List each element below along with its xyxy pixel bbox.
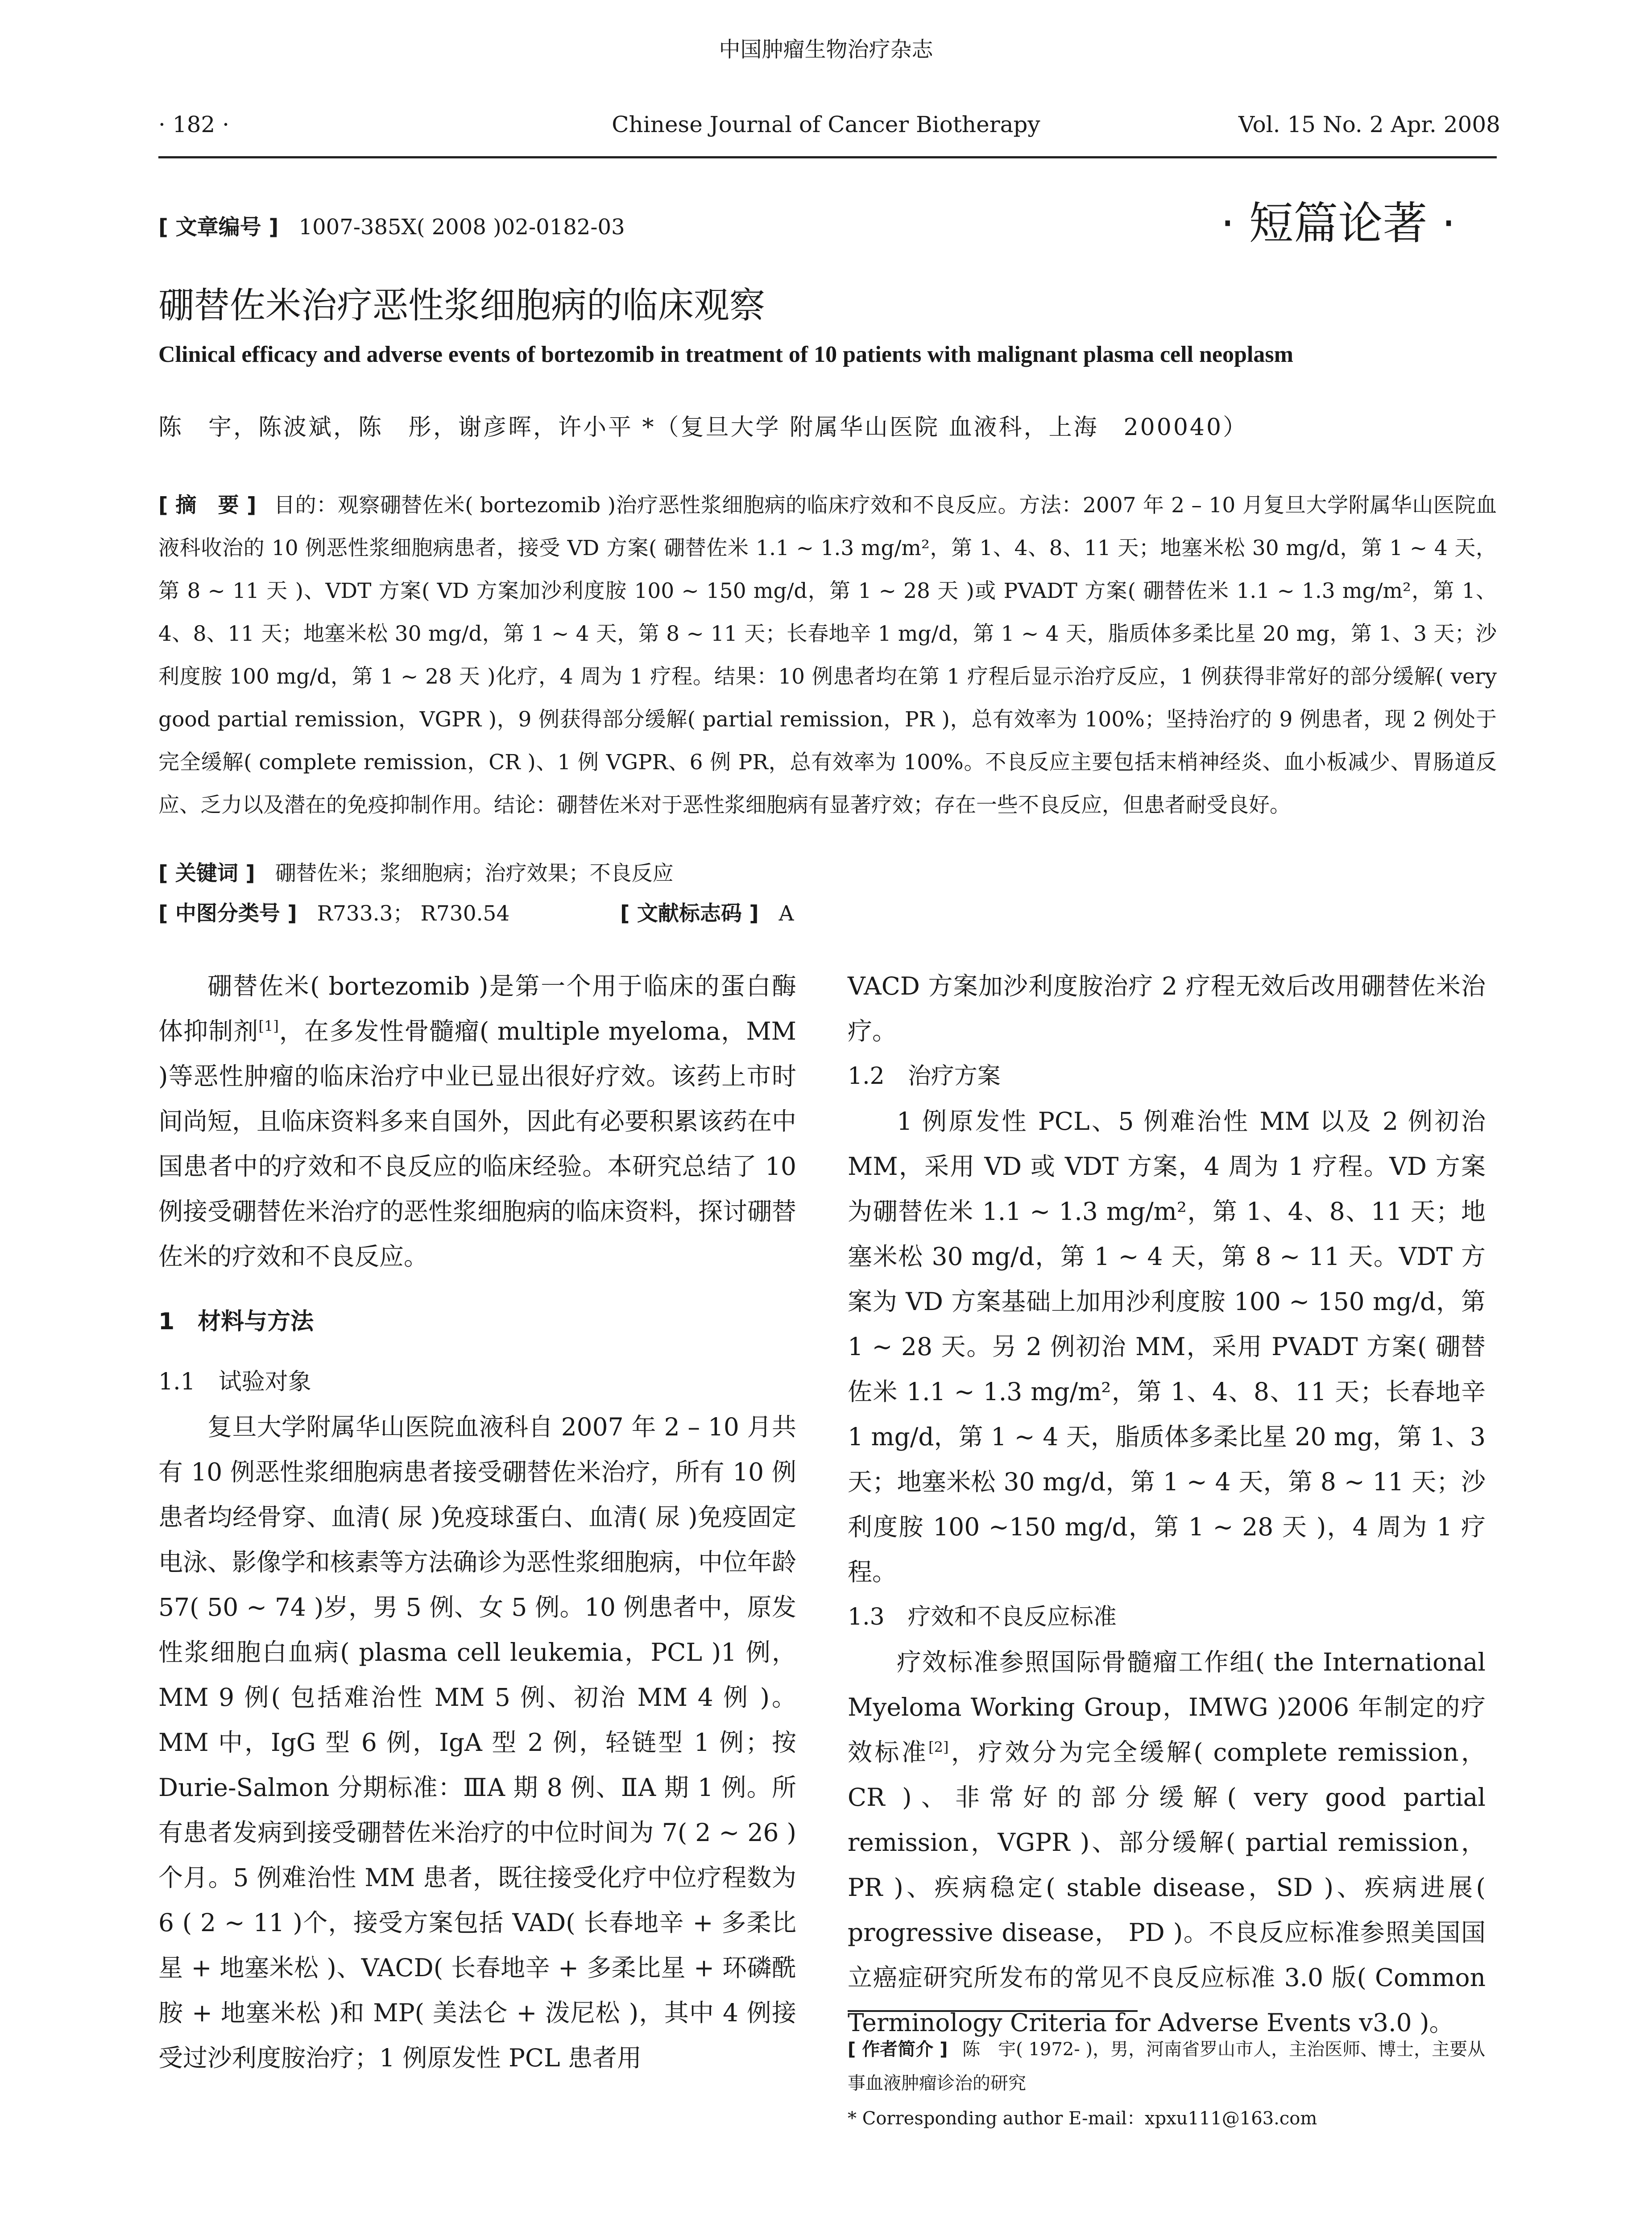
document-code	[620, 897, 794, 927]
corresponding-author-footnote: * Corresponding author E-mail：xpxu111@163.com	[848, 2108, 1317, 2129]
intro-paragraph	[158, 964, 796, 1279]
subjects-paragraph: 复旦大学附属华山医院血液科自 2007 年 2 – 10 月共有 10 例恶性浆细胞病患者接受硼替佐米治疗，所有 10 例患者均经骨穿、血清( 尿 )免疫球蛋白、血清( 尿 )免疫固定电泳、影像学和核素等方法确诊为恶性浆细胞病，中位年龄 57( 50 ~ 74 )岁，男 5 例、女 5 例。10 例患者中，原发性浆细胞白血病( plasma cell leukemia，PCL )1 例，MM 9 例( 包括难治性 MM 5 例、初治 MM 4 例 )。MM 中，IgG 型 6 例，IgA 型 2 例，轻链型 1 例；按 Durie-Salmon 分期标准：ⅢA 期 8 例、ⅡA 期 1 例。所有患者发病到接受硼替佐米治疗的中位时间为 7( 2 ~ 26 )个月。5 例难治性 MM 患者，既往接受化疗中位疗程数为 6 ( 2 ~ 11 )个，接受方案包括 VAD( 长春地辛 + 多柔比星 + 地塞米松 )、VACD( 长春地辛 + 多柔比星 + 环磷酰胺 + 地塞米松 )和 MP( 美法仑 + 泼尼松 )，其中 4 例接受过沙利度胺治疗；1 例原发性 PCL 患者用	[158, 1413, 797, 2072]
regimen-paragraph: 1 例原发性 PCL、5 例难治性 MM 以及 2 例初治 MM，采用 VD 或 VDT 方案，4 周为 1 疗程。VD 方案为硼替佐米 1.1 ~ 1.3 mg/m²，第 1、4、8、11 天；地塞米松 30 mg/d，第 1 ~ 4 天，第 8 ~ 11 天。VDT 方案为 VD 方案基础上加用沙利度胺 100 ~ 150 mg/d，第 1 ~ 28 天。另 2 例初治 MM，采用 PVADT 方案( 硼替佐米 1.1 ~ 1.3 mg/m²，第 1、4、8、11 天；长春地辛 1 mg/d，第 1 ~ 4 天，脂质体多柔比星 20 mg，第 1、3 天；地塞米松 30 mg/d，第 1 ~ 4 天，第 8 ~ 11 天；沙利度胺 100 ~150 mg/d，第 1 ~ 28 天 )，4 周为 1 疗程。	[848, 1107, 1486, 1586]
article-number-value: 1007-385X( 2008 )02-0182-03	[298, 215, 625, 240]
heading-subjects: 1.1 试验对象	[158, 1368, 311, 1395]
classification-label: [ 中图分类号 ]	[158, 901, 297, 926]
article-number-label: [ 文章编号 ]	[158, 215, 279, 240]
body-column-right	[848, 964, 1486, 2045]
abstract-text: 目的：观察硼替佐米( bortezomib )治疗恶性浆细胞病的临床疗效和不良反应。方法：2007 年 2 – 10 月复旦大学附属华山医院血液科收治的 10 例恶性浆细胞病患者，接受 VD 方案( 硼替佐米 1.1 ~ 1.3 mg/m²，第 1、4、8、11 天；地塞米松 30 mg/d，第 1 ~ 4 天，第 8 ~ 11 天 )、VDT 方案( VD 方案加沙利度胺 100 ~ 150 mg/d，第 1 ~ 28 天 )或 PVADT 方案( 硼替佐米 1.1 ~ 1.3 mg/m²，第 1、4、8、11 天；地塞米松 30 mg/d，第 1 ~ 4 天，第 8 ~ 11 天；长春地辛 1 mg/d，第 1 ~ 4 天，脂质体多柔比星 20 mg，第 1、3 天；沙利度胺 100 mg/d，第 1 ~ 28 天 )化疗，4 周为 1 疗程。结果：10 例患者均在第 1 疗程后显示治疗反应，1 例获得非常好的部分缓解( very good partial remission，VGPR )，9 例获得部分缓解( partial remission，PR )，总有效率为 100%；坚持治疗的 9 例患者，现 2 例处于完全缓解( complete remission，CR )、1 例 VGPR、6 例 PR，总有效率为 100%。不良反应主要包括末梢神经炎、血小板减少、胃肠道反应、乏力以及潜在的免疫抑制作用。结论：硼替佐米对于恶性浆细胞病有显著疗效；存在一些不良反应，但患者耐受良好。	[158, 493, 1497, 817]
abstract-label: [ 摘 要 ]	[158, 493, 257, 518]
author-bio-text: 陈 宇( 1972- )，男，河南省罗山市人，主治医师、博士，主要从事血液肿瘤诊治的研究	[848, 2039, 1486, 2094]
citation-2: [2]	[928, 1738, 949, 1756]
journal-title-en: Chinese Journal of Cancer Biotherapy	[612, 112, 1040, 137]
heading-methods: 1 材料与方法	[158, 1308, 314, 1335]
criteria-text-b: ，疗效分为完全缓解( complete remission， CR )、非常好的部分缓解( very good partial remission，VGPR )、部分缓解( partial remission，PR )、疾病稳定( stable disease，SD )、疾病进展( progressive disease， PD )。不良反应标准参照美国国立癌症研究所发布的常见不良反应标准 3.0 版( Common Terminology Criteria for Adverse Events v3.0 )。	[848, 1738, 1486, 2037]
criteria-paragraph	[848, 1640, 1486, 2045]
article-number	[158, 210, 625, 241]
classification-text: R733.3； R730.54	[317, 901, 510, 926]
keywords-text: 硼替佐米；浆细胞病；治疗效果；不良反应	[275, 861, 674, 886]
heading-criteria: 1.3 疗效和不良反应标准	[848, 1604, 1117, 1630]
keywords	[158, 857, 674, 887]
article-title-en: Clinical efficacy and adverse events of bortezomib in treatment of 10 patients with malignant plasma cell neoplasm	[158, 342, 1293, 367]
document-code-label: [ 文献标志码 ]	[620, 901, 759, 926]
document-code-value: A	[778, 901, 794, 926]
author-line: 陈 宇，陈波斌，陈 彤，谢彦晖，许小平 *（复旦大学 附属华山医院 血液科，上海 200040）	[158, 414, 1248, 441]
criteria-text-a: 疗效标准参照国际骨髓瘤工作组( the International Myeloma Working Group，IMWG )2006 年制定的疗效标准	[848, 1648, 1486, 1767]
footnote-rule	[848, 2010, 1138, 2012]
classification	[158, 897, 509, 927]
page-number: · 182 ·	[158, 112, 230, 137]
subjects-continued: VACD 方案加沙利度胺治疗 2 疗程无效后改用硼替佐米治疗。	[848, 972, 1486, 1045]
header-rule	[158, 156, 1497, 158]
volume-info: Vol. 15 No. 2 Apr. 2008	[1238, 112, 1500, 137]
intro-text-a: 硼替佐米( bortezomib )是第一个用于临床的蛋白酶体抑制剂	[158, 972, 796, 1045]
journal-title-cn: 中国肿瘤生物治疗杂志	[719, 37, 933, 62]
citation-1: [1]	[258, 1017, 279, 1035]
author-bio-label: [ 作者简介 ]	[848, 2039, 948, 2060]
intro-text-b: ，在多发性骨髓瘤( multiple myeloma，MM )等恶性肿瘤的临床治疗中业已显出很好疗效。该药上市时间尚短，且临床资料多来自国外，因此有必要积累该药在中国患者中的疗效和不良反应的临床经验。本研究总结了 10 例接受硼替佐米治疗的恶性浆细胞病的临床资料，探讨硼替佐米的疗效和不良反应。	[158, 1017, 797, 1271]
heading-regimen: 1.2 治疗方案	[848, 1063, 1001, 1090]
abstract	[158, 484, 1497, 827]
keywords-label: [ 关键词 ]	[158, 861, 255, 886]
body-column-left	[158, 964, 796, 2081]
section-tag: · 短篇论著 ·	[1220, 197, 1456, 249]
article-title-cn: 硼替佐米治疗恶性浆细胞病的临床观察	[158, 285, 765, 326]
author-bio-footnote	[848, 2032, 1486, 2100]
